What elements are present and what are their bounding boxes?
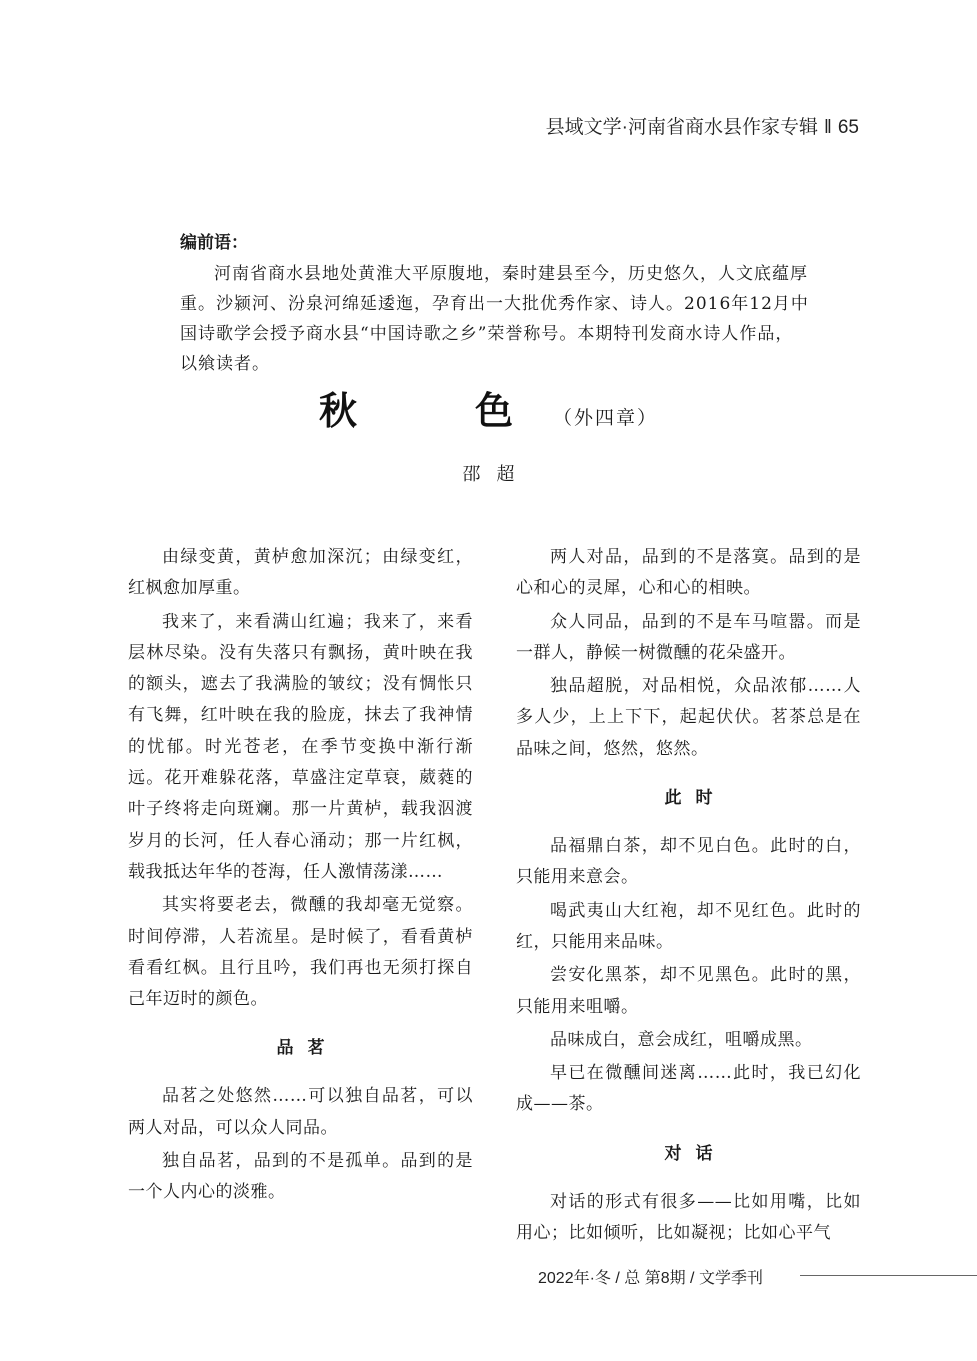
- paragraph: 喝武夷山大红袍，却不见红色。此时的红，只能用来品味。: [516, 900, 861, 952]
- title-main: 秋 色: [318, 389, 553, 433]
- article-title: [0, 380, 977, 435]
- right-column: [516, 542, 861, 1249]
- paragraph: 尝安化黑茶，却不见黑色。此时的黑，只能用来咀嚼。: [516, 965, 861, 1017]
- paragraph: 品茗之处悠然……可以独自品茗，可以两人对品，可以众人同品。: [128, 1086, 473, 1138]
- section-heading-cishi: 此时: [664, 788, 727, 809]
- running-title: 县域文学·河南省商水县作家专辑: [545, 117, 818, 138]
- paragraph: 两人对品，品到的不是落寞。品到的是心和心的灵犀，心和心的相映。: [516, 547, 861, 599]
- page-number: 65: [837, 117, 859, 138]
- footer-rule: [800, 1275, 977, 1276]
- section-heading-duihua: 对话: [664, 1143, 727, 1164]
- paragraph: 由绿变黄，黄栌愈加深沉；由绿变红，红枫愈加厚重。: [128, 547, 473, 599]
- paragraph: 品味成白，意会成红，咀嚼成黑。: [550, 1029, 813, 1050]
- paragraph: 品福鼎白茶，却不见白色。此时的白，只能用来意会。: [516, 836, 861, 888]
- preface-text: 河南省商水县地处黄淮大平原腹地，秦时建县至今，历史悠久，人文底蕴厚重。沙颍河、汾泉河绵延逶迤，孕育出一大批优秀作家、诗人。2016年12月中国诗歌学会授予商水县“中国诗歌之乡”荣誉称号。本期特刊发商水诗人作品，以飨读者。: [180, 264, 809, 374]
- section-heading-pinming: 品茗: [276, 1038, 339, 1059]
- author-name: 邵超: [462, 464, 531, 485]
- issue-footer: 2022年·冬 / 总 第8期 / 文学季刊: [538, 1270, 763, 1287]
- paragraph: 早已在微醺间迷离……此时，我已幻化成——茶。: [516, 1063, 861, 1115]
- paragraph: 我来了，来看满山红遍；我来了，来看层林尽染。没有失落只有飘扬，黄叶映在我的额头，遮去了我满脸的皱纹；没有惆怅只有飞舞，红叶映在我的脸庞，抹去了我神情的忧郁。时光苍老，在季节变换中渐行渐远。花开难躲花落，草盛注定草衰，葳蕤的叶子终将走向斑斓。那一片黄栌，载我泅渡岁月的长河，任人春心涌动；那一片红枫，载我抵达年华的苍海，任人激情荡漾……: [128, 611, 473, 882]
- running-header: [546, 112, 859, 139]
- preface-label: 编前语：: [180, 233, 248, 252]
- header-separator: ‖: [824, 117, 832, 138]
- paragraph: 独品超脱，对品相悦，众品浓郁……人多人少，上上下下，起起伏伏。茗茶总是在品味之间，悠然，悠然。: [516, 676, 861, 759]
- paragraph: 众人同品，品到的不是车马喧嚣。而是一群人，静候一树微醺的花朵盛开。: [516, 611, 861, 663]
- paragraph: 独自品茗，品到的不是孤单。品到的是一个人内心的淡雅。: [128, 1151, 473, 1203]
- paragraph: 对话的形式有很多——比如用嘴，比如用心；比如倾听，比如凝视；比如心平气: [516, 1191, 861, 1244]
- left-column: [128, 542, 473, 1209]
- editor-preface: [180, 228, 810, 379]
- paragraph: 其实将要老去，微醺的我却毫无觉察。时间停滞，人若流星。是时候了，看看黄栌看看红枫。且行且吟，我们再也无须打探自己年迈时的颜色。: [128, 895, 473, 1010]
- title-subtitle: （外四章）: [553, 407, 659, 429]
